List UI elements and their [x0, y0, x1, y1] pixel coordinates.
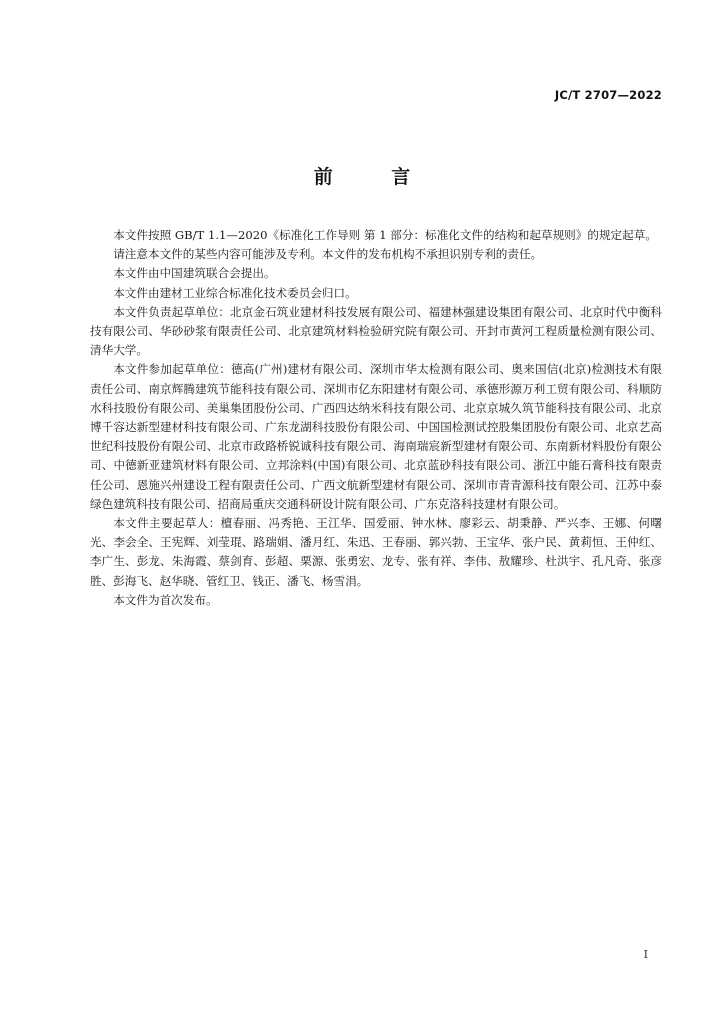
paragraph-first-release: 本文件为首次发布。 — [113, 592, 218, 607]
paragraph-patent-notice: 请注意本文件的某些内容可能涉及专利。本文件的发布机构不承担识别专利的责任。 — [113, 247, 543, 262]
page-number: I — [643, 948, 648, 961]
paragraph-drafting-basis: 本文件按照 GB/T 1.1—2020《标准化工作导则 第 1 部分：标准化文件的结构和起草规则》的规定起草。 — [113, 228, 657, 242]
paragraph-participating-units: 本文件参加起草单位：德高(广州)建材有限公司、深圳市华太检测有限公司、奥来国信(北京)检测技术有限责任公司、南京辉腾建筑节能科技有限公司、深圳市亿东阳建材有限公司、承德形源万利工贸有限公司、科顺防水科技股份有限公司、美巢集团股份公司、广西四达纳米科技有限公司、北京京城久筑节能科技有限公司、北京博千容达新型建材科技有限公司、广东龙湖科技股份有限公司、中国国检测试控股集团股份有限公司、北京艺高世纪科技股份有限公司、北京市政路桥锐诚科技有限公司、海南瑞宸新型建材有限公司、东南新材料股份有限公司、中德新亚建筑材料有限公司、立邦涂料(中国)有限公司、北京蓝砂科技有限公司、浙江中能石膏科技有限责任公司、恩施兴州建设工程有限责任公司、广西文航新型建材有限公司、深圳市青青源科技有限公司、江苏中泰绿色建筑科技有限公司、招商局重庆交通科研设计院有限公司、广东克洛科技建材有限公司。 — [90, 362, 662, 511]
foreword-body — [90, 226, 662, 610]
paragraph-lead-drafting-units: 本文件负责起草单位：北京金石筑业建材科技发展有限公司、福建林强建设集团有限公司、北京时代中衡科技有限公司、华砂砂浆有限责任公司、北京建筑材料检验研究院有限公司、开封市黄河工程质量检测有限公司、清华大学。 — [90, 304, 662, 358]
paragraph-main-drafters: 本文件主要起草人：檀春丽、冯秀艳、王江华、国爱丽、钟水林、廖彩云、胡秉静、严兴李、王娜、何曙光、李会全、王宪辉、刘莹琨、路瑞娟、潘月红、朱迅、王春丽、郭兴勃、王宝华、张户民、黄莉恒、王仲红、李广生、彭龙、朱海霞、蔡剑育、彭超、栗源、张勇宏、龙专、张有祥、李伟、敖耀珍、杜洪宇、孔凡奇、张彦胜、彭海飞、赵华晓、管红卫、钱正、潘飞、杨雪涓。 — [90, 516, 662, 588]
paragraph-proposer: 本文件由中国建筑联合会提出。 — [113, 266, 276, 281]
standard-number: JC/T 2707—2022 — [554, 88, 662, 102]
paragraph-administrator: 本文件由建材工业综合标准化技术委员会归口。 — [113, 285, 357, 300]
page-title: 前 言 — [313, 166, 437, 188]
